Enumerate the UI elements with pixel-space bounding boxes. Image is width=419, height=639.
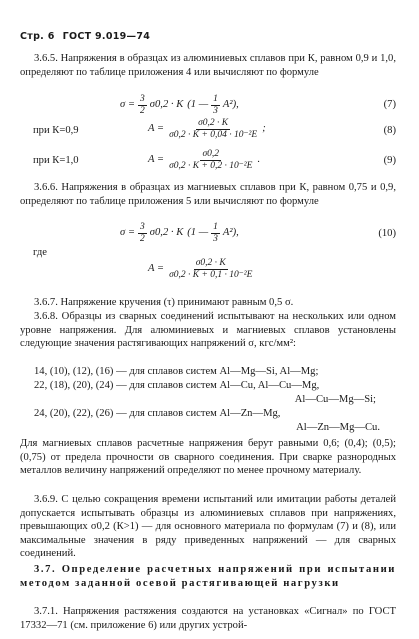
formula-8: [148, 114, 266, 144]
formula-term: ;: [262, 123, 266, 135]
formula-term: .: [257, 154, 261, 166]
equation-number-8: (8): [383, 125, 396, 136]
paragraph-3-6-8: 3.6.8. Образцы из сварных соединений испытывают на нескольких или одном уровне напряжения. Для алюминиевых и магниевых сплавов установлены следующие значения растягивающих напряжений σ, кгс/мм²:: [20, 311, 396, 350]
fraction: $\frac{3}{2}$: [140, 221, 145, 244]
formula-term: (1 —: [187, 99, 209, 111]
where-label: где: [33, 247, 47, 258]
formula-lhs: A =: [148, 263, 165, 275]
formula-term: A²),: [222, 227, 239, 239]
formula-a: [148, 254, 257, 284]
condition-label: при К=0,9: [33, 125, 79, 136]
paragraph-3-6-5: 3.6.5. Напряжения в образцах из алюминиевых сплавов при К, равном 0,9 и 1,0, определяют по таблице приложения 4 или вычисляют по формуле: [20, 53, 396, 78]
page-header: [20, 30, 150, 44]
equation-number-10: (10): [378, 228, 396, 239]
formula-lhs: σ =: [120, 99, 136, 111]
formula-term: (1 —: [187, 227, 209, 239]
section-heading-3-7: 3.7. Определение расчетных напряжений при испытании методом заданной осевой растягивающей нагрузки: [20, 564, 396, 589]
paragraph-3-6-6: 3.6.6. Напряжения в образцах из магниевых сплавов при К, равном 0,75 и 0,9, определяют по таблице приложения 5 или вычисляют по формуле: [20, 182, 396, 207]
paragraph-3-6-7: 3.6.7. Напряжение кручения (τ) принимают равным 0,5 σ.: [34, 297, 294, 308]
formula-term: σ0,2 · K: [149, 227, 184, 239]
paragraph-3-6-8-continued: Для магниевых сплавов расчетные напряжения берут равными 0,6; (0,4); (0,5); (0,75) от предела прочности σв сварного соединения. При сварке разнородных металлов величину напряжений определяют по менее прочному материалу.: [20, 438, 396, 477]
fraction: $\frac{\sigma 0,2 \cdot K}{\text{σ0,2 · K + 0,04 · 10⁻²E}}$: [169, 117, 258, 140]
page-number: Стр. 6: [20, 31, 55, 42]
paragraph-3-7-1: 3.7.1. Напряжения растяжения создаются на установках «Сигнал» по ГОСТ 17332—71 (см. приложение 6) или других устрой-: [20, 606, 396, 631]
formula-10: [120, 220, 239, 246]
equation-number-9: (9): [383, 155, 396, 166]
equation-number-7: (7): [383, 99, 396, 110]
fraction: $\frac{3}{2}$: [140, 93, 145, 116]
formula-lhs: σ =: [120, 227, 136, 239]
formula-lhs: A =: [148, 154, 165, 166]
fraction: $\frac{\sigma 0,2}{\text{σ0,2 · K + 0,2 · 10⁻²E}}$: [169, 148, 253, 171]
condition-label: при К=1,0: [33, 155, 79, 166]
list-item: 22, (18), (20), (24) — для сплавов систем Al—Cu, Al—Cu—Mg,: [34, 380, 320, 391]
paragraph-3-6-9: 3.6.9. С целью сокращения времени испытаний или имитации работы деталей допускается испытывать образцы из алюминиевых сплавов при напряжениях, превышающих σ0,2 (К>1) — для основного материала по формулам (7) и (8), или максимальные значения в ряду приведенных напряжений — для сварных соединений.: [20, 494, 396, 560]
fraction: $\frac{1}{3}$: [213, 93, 218, 116]
formula-term: A²),: [222, 99, 239, 111]
fraction: $\frac{1}{3}$: [213, 221, 218, 244]
list-item: 24, (20), (22), (26) — для сплавов систем Al—Zn—Mg,: [34, 408, 281, 419]
fraction: $\frac{\sigma 0,2 \cdot K}{\text{σ0,2 · K + 0,1 · 10⁻²E}}$: [169, 257, 253, 280]
list-item: 14, (10), (12), (16) — для сплавов систем Al—Mg—Si, Al—Mg;: [34, 366, 319, 377]
formula-term: σ0,2 · K: [149, 99, 184, 111]
formula-lhs: A =: [148, 123, 165, 135]
list-item-continuation: Al—Zn—Mg—Cu.: [296, 422, 380, 433]
formula-9: [148, 145, 260, 175]
standard-code: ГОСТ 9.019—74: [62, 31, 151, 42]
list-item-continuation: Al—Cu—Mg—Si;: [294, 394, 376, 405]
